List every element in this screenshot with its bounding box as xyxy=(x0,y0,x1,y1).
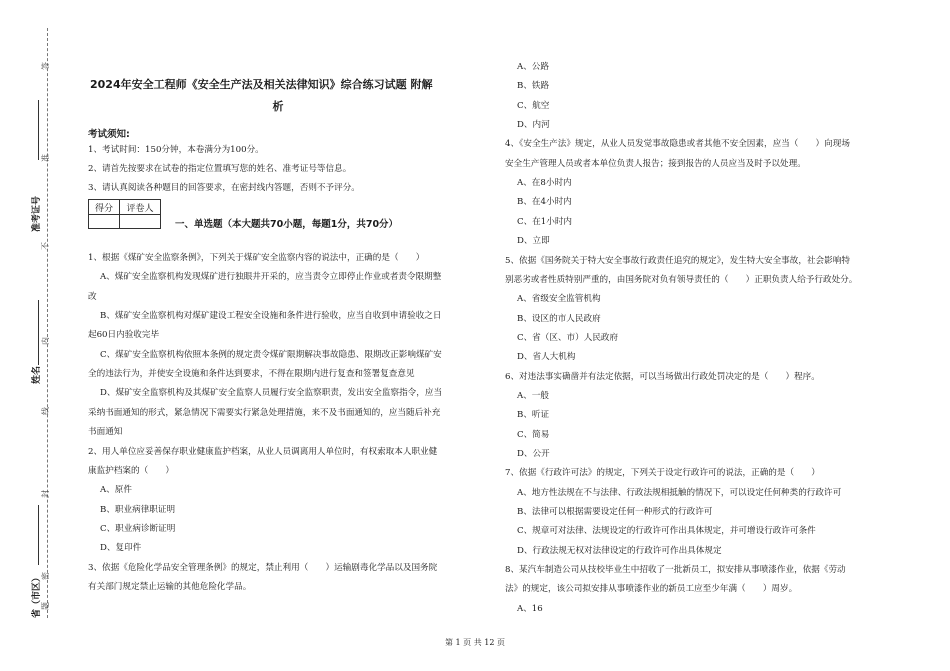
question-line: B、在4小时内 xyxy=(517,197,572,208)
title-line-1: 2024年安全工程师《安全生产法及相关法律知识》综合练习试题 附解 xyxy=(90,78,433,91)
question-line: 6、对违法事实确凿并有法定依据，可以当场做出行政处罚决定的是（ ）程序。 xyxy=(505,371,820,382)
question-line: A、地方性法规在不与法律、行政法规相抵触的情况下，可以设定任何种类的行政许可 xyxy=(517,487,842,498)
question-line: 4、《安全生产法》规定，从业人员发觉事故隐患或者其他不安全因素，应当（ ）向现场 xyxy=(505,139,850,150)
question-line: 8、某汽车制造公司从技校毕业生中招收了一批新员工，拟安排从事喷漆作业，依据《劳动 xyxy=(505,565,846,576)
question-line: A、煤矿安全监察机构发现煤矿进行独眼井开采的，应当责令立即停止作业或者责令限期整 xyxy=(100,272,442,283)
question-line: 3、依据《危险化学品安全管理条例》的规定，禁止利用（ ）运输剧毒化学品以及国务院 xyxy=(88,562,438,573)
question-line: 1、根据《煤矿安全监察条例》，下列关于煤矿安全监察内容的说法中，正确的是（ ） xyxy=(88,253,425,263)
margin-mark: 不 xyxy=(41,242,50,250)
question-line: 有关部门规定禁止运输的其他危险化学品。 xyxy=(88,581,252,592)
question-line: 7、依据《行政许可法》的规定，下列关于设定行政许可的说法，正确的是（ ） xyxy=(505,468,820,479)
question-line: C、航空 xyxy=(517,100,550,111)
question-line: 法》的规定，该公司拟安排从事喷漆作业的新员工应至少年满（ ）周岁。 xyxy=(505,584,798,595)
question-line: 书面通知 xyxy=(88,427,123,438)
question-line: 康监护档案的（ ） xyxy=(88,465,174,476)
binding-margin xyxy=(0,0,60,671)
question-line: 5、依据《国务院关于特大安全事故行政责任追究的规定》，发生特大安全事故，社会影响特 xyxy=(505,255,850,266)
title-line-2: 析 xyxy=(272,100,284,113)
grader-header: 评卷人 xyxy=(120,200,161,215)
notice-heading: 考试须知: xyxy=(88,129,130,140)
score-table xyxy=(88,199,161,229)
question-line: C、职业病诊断证明 xyxy=(100,523,176,534)
question-line: B、设区的市人民政府 xyxy=(517,313,601,324)
question-line: C、规章可对法律、法规设定的行政许可作出具体规定，并可增设行政许可条件 xyxy=(517,526,816,537)
id-underline xyxy=(38,100,39,160)
question-line: A、在8小时内 xyxy=(517,178,572,189)
question-line: 安全生产管理人员或者本单位负责人报告；接到报告的人员应当及时予以处理。 xyxy=(505,158,806,169)
margin-mark: 答 xyxy=(41,62,50,70)
question-line: C、煤矿安全监察机构依照本条例的规定责令煤矿限期解决事故隐患、限期改正影响煤矿安 xyxy=(100,349,442,360)
notice-item: 3、请认真阅读各种题目的回答要求，在密封线内答题，否则不予评分。 xyxy=(88,183,360,193)
score-cell[interactable] xyxy=(89,215,120,229)
question-line: B、职业病律职证明 xyxy=(100,504,176,515)
question-line: D、煤矿安全监察机构及其煤矿安全监察人员履行安全监察职责，发出安全监察指令，应当 xyxy=(100,388,443,399)
question-line: D、立即 xyxy=(517,236,550,247)
question-line: B、铁路 xyxy=(517,81,550,92)
name-underline xyxy=(38,300,39,365)
seal-line xyxy=(47,28,48,618)
label-region: 省（市区） xyxy=(32,572,42,618)
question-line: 采纳书面通知的形式，紧急情况下需要实行紧急处理措施，来不及书面通知的，应当随后补充 xyxy=(88,407,441,418)
question-line: 2、用人单位应妥善保存职业健康监护档案，从业人员调离用人单位时，有权索取本人职业健 xyxy=(88,446,438,457)
margin-mark: 准 xyxy=(41,154,50,162)
label-exam-id: 准考证号 xyxy=(32,195,42,232)
question-line: A、省级安全监管机构 xyxy=(517,294,601,305)
section-heading: 一、单选题（本大题共70小题，每题1分，共70分） xyxy=(175,219,399,230)
question-line: 改 xyxy=(88,291,97,302)
question-line: 全的违法行为，并使安全设施和条件达到要求，不得在限期内进行复查和签署复查意见 xyxy=(88,369,415,380)
question-line: D、行政法规无权对法律设定的行政许可作出具体规定 xyxy=(517,545,722,556)
question-line: D、省人大机构 xyxy=(517,352,576,363)
question-line: C、简易 xyxy=(517,429,550,440)
page-footer: 第 1 页 共 12 页 xyxy=(445,638,505,647)
label-name: 姓名 xyxy=(32,365,42,384)
question-line: A、公路 xyxy=(517,62,549,72)
question-line: B、煤矿安全监察机构对煤矿建设工程安全设施和条件进行验收，应当自收到申请验收之日 xyxy=(100,311,442,322)
question-line: B、听证 xyxy=(517,410,550,421)
margin-mark: 密 xyxy=(41,572,50,580)
question-line: D、公开 xyxy=(517,449,550,459)
margin-mark: 线 xyxy=(41,407,50,415)
question-line: B、法律可以根据需要设定任何一种形式的行政许可 xyxy=(517,507,713,518)
question-line: D、复印件 xyxy=(100,543,142,554)
score-header: 得分 xyxy=(89,200,120,215)
question-line: D、内河 xyxy=(517,120,550,131)
notice-item: 2、请首先按要求在试卷的指定位置填写您的姓名、准考证号等信息。 xyxy=(88,164,352,174)
page-title xyxy=(88,74,468,118)
question-line: A、16 xyxy=(517,603,543,614)
grader-cell[interactable] xyxy=(120,215,161,229)
question-line: C、省（区、市）人民政府 xyxy=(517,332,619,343)
question-line: 别恶劣或者性质特别严重的，由国务院对负有领导责任的（ ）正职负责人给予行政处分。 xyxy=(505,274,858,285)
notice-item: 1、考试时间：150分钟，本卷满分为100分。 xyxy=(88,145,264,155)
question-line: A、原件 xyxy=(100,485,132,496)
margin-mark: 内 xyxy=(41,337,50,345)
region-underline xyxy=(38,505,39,565)
question-line: C、在1小时内 xyxy=(517,216,573,227)
question-line: A、一般 xyxy=(517,390,549,401)
margin-mark: 封 xyxy=(41,490,50,498)
question-line: 起60日内验收完毕 xyxy=(88,330,160,341)
margin-mark: 题 xyxy=(41,602,50,610)
